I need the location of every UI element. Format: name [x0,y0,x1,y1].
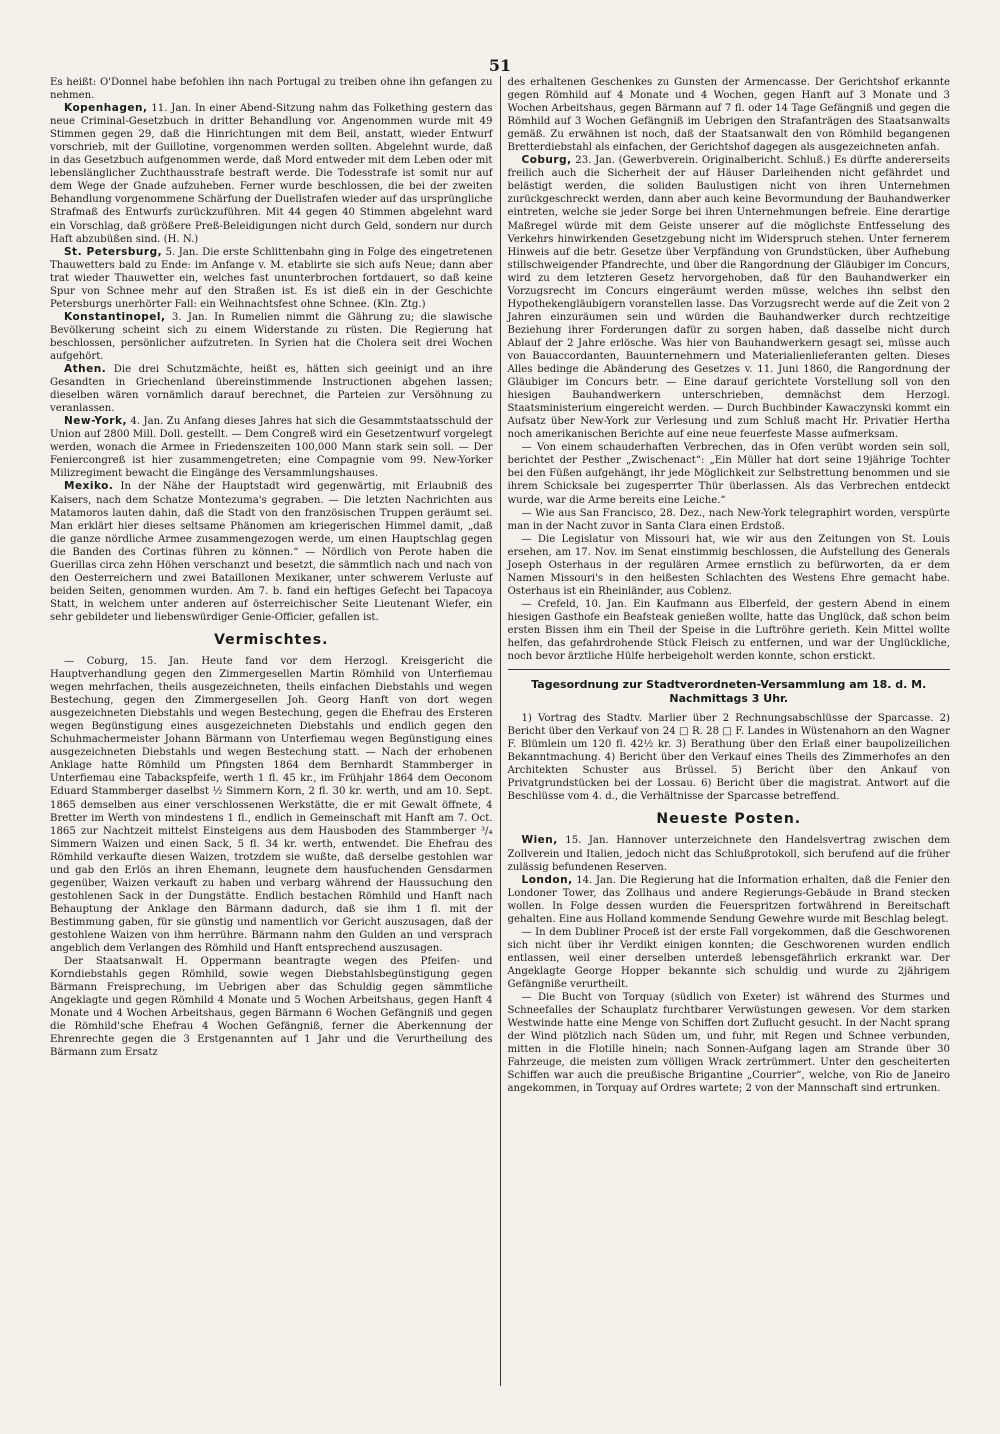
left-column [50,76,501,1386]
divider [508,669,951,670]
agenda-list: 1) Vortrag des Stadtv. Marlier über 2 Rechnungsabschlüsse der Sparcasse. 2) Bericht über den Verkauf von 24 □ R. 28 □ F. Landes in Wüstenahorn an den Wagner F. Blümlein um 120 fl. 42½ kr. 3) Berathung über den Erlaß einer baupolizeilichen Bekanntmachung. 4) Bericht über den Verkauf eines Theils des Zimmerhofes an den Architekten Schuster aus Brüssel. 5) Bericht über den Ankauf von Privatgrundstücken bei der Lossau. 6) Bericht über die magistrat. Antwort auf die Beschlüsse vom 4. d., die Verhältnisse der Sparcasse betreffend. [507,713,950,803]
article-konstantinopel: Konstantinopel, 3. Jan. In Rumelien nimmt die Gährung zu; die slawische Bevölkerung scheint sich zu einem Widerstande zu rüsten. Die Regierung hat beschlossen, persönlicher aufzutreten. In Syrien hat die Cholera seit drei Wochen aufgehört. [50,310,493,362]
article-petersburg: St. Petersburg, 5. Jan. Die erste Schlittenbahn ging in Folge des eingetretenen Thauwetters bald zu Ende: im Anfange v. M. etablirte sie sich aufs Neue; dann aber trat wieder Thauwetter ein, welches fast ununterbrochen fortdauert, so daß keine Spur von Schnee mehr auf den Straßen ist. Es ist dieß ein in der Geschichte Petersburgs unerhörter Fall: ein Weihnachtsfest ohne Schnee. (Kln. Ztg.) [50,245,493,310]
right-column [501,76,951,1386]
agenda-title: Tagesordnung zur Stadtverordneten-Versammlung am 18. d. M. Nachmittags 3 Uhr. [531,678,927,706]
article-san-francisco: — Wie aus San Francisco, 28. Dez., nach New-York telegraphirt worden, verspürte man in der Nacht zuvor in Santa Clara einen Erdstoß. [507,507,950,532]
dateline: St. Petersburg, [64,245,163,258]
dateline: London, [521,873,573,886]
article-torquay: — Die Bucht von Torquay (südlich von Exeter) ist während des Sturmes und Schneefalles der Schauplatz furchtbarer Verwüstungen gewesen. Vor dem starken Westwinde hatte eine Menge von Schiffen dort Zuflucht gesucht. In der Nacht sprang der Wind plötzlich nach Süden um, und fuhr, mit Regen und Schnee verbunden, mitten in die Flotille hinein; nach Sonnen-Aufgang lagen am Strande über 30 Fahrzeuge, die meisten zum völligen Wrack zertrümmert. Unter den gescheiterten Schiffen war auch die preußische Brigantine „Courrier“, welche, von Rio de Janeiro angekommen, in Torquay auf Ordres wartete; 2 von der Mannschaft sind ertrunken. [507,992,950,1095]
dateline: Kopenhagen, [64,102,148,115]
article-paragraph: Es heißt: O'Donnel habe befohlen ihn nach Portugal zu treiben ohne ihn gefangen zu nehmen. [50,77,493,102]
article-coburg-gewerbverein: Coburg, 23. Jan. (Gewerbverein. Originalbericht. Schluß.) Es dürfte andererseits freilich auch die Sicherheit der auf Häuser Darleihenden nicht gefährdet und belästigt werden, die soliden Baulustigen nicht von ihren Unternehmen zurückgeschreckt werden, dann aber auch keine Bevormundung der Bauhandwerker eintreten, welche sie jeder Sorge bei ihren Unternehmungen befreie. Eine derartige Maßregel würde mit dem Geiste unserer auf die möglichste Entfesselung des Verkehrs hinwirkenden Gesetzgebung nicht im Widerspruch stehen. Unter fernerem Hinweis auf die betr. Gesetze über Verpfändung von Grundstücken, über Aufhebung stillschweigender Pfandrechte, und über die Rangordnung der Gläubiger im Concurs, wird zu dem letzteren Gesetz hervorgehoben, daß für den Bauhandwerker ein Vorzugsrecht im Concurs eingeräumt werden müsse, welches ihn selbst den Hypothekengläubigern voranstellen lasse. Das Vorzugsrecht werde auf die Zeit von 2 Jahren einzuräumen sein und würden die Bauhandwerker durch rechtzeitige Beziehung ihrer Forderungen dafür zu sorgen haben, daß dasselbe nicht durch Ablauf der 2 Jahre erlösche. Was hier von Bauhandwerkern gesagt sei, müsse auch von Bauaccordanten, Bauunternehmern und Materialienlieferanten gelten. Dieses Alles bedinge die Abänderung des Gesetzes v. 11. Juni 1860, die Rangordnung der Gläubiger im Concurs betr. — Eine darauf gerichtete Vorstellung soll von den hiesigen Bauhandwerkern unterschrieben, demnächst dem Herzogl. Staatsministerium eingereicht werden. — Durch Buchbinder Kawaczynski kommt ein Aufsatz über New-York zur Verlesung und zum Schluß macht Hr. Privatier Hertha noch amerikanischen Berichte auf eine neue feuerfeste Masse aufmerksam. [507,154,950,441]
dateline: Mexiko. [64,480,114,493]
article-crefeld: — Crefeld, 10. Jan. Ein Kaufmann aus Elberfeld, der gestern Abend in einem hiesigen Gasthofe ein Beafsteak genießen wollte, hatte das Unglück, daß schon beim ersten Bissen ihm ein Theil der Speise in die Luftröhre gerieth. Kein Mittel wollte helfen, das gefahrdrohende Stück Fleisch zu entfernen, und war der Unglückliche, noch bevor ärztliche Hülfe herbeigeholt werden konnte, schon erstickt. [507,598,950,663]
dateline: Konstantinopel, [64,310,166,323]
article-columns [50,76,950,1386]
dateline: Athen. [64,363,107,376]
article-coburg-trial: — Coburg, 15. Jan. Heute fand vor dem Herzogl. Kreisgericht die Hauptverhandlung gegen den Zimmergesellen Martin Römhild von Unterfiemau wegen mehrfachen, theils ausgezeichneten, theils einfachen Diebstahls und wegen Bestechung, gegen den Zimmergesellen Joh. Georg Hanft von dort wegen ausgezeichneten Diebstahls und wegen Bestechung, gegen die Ehefrau des Ersteren wegen Begünstigung eines ausgezeichneten Diebstahls und endlich gegen den Schuhmachermeister Johann Bärmann von Unterfiemau wegen Begünstigung eines ausgezeichneten Diebstahls und wegen Bestechung statt. — Nach der erhobenen Anklage hatte Römhild um Pfingsten 1864 dem Bernhardt Stammberger in Unterfiemau eine Tabackspfeife, werth 1 fl. 45 kr., im Frühjahr 1864 dem Oeconom Eduard Stammberger daselbst ½ Simmern Korn, 2 fl. 30 kr. werth, und am 10. Sept. 1865 demselben aus einer verschlossenen Werkstätte, die er mit Gewalt öffnete, 4 Bretter im Werth von mindestens 1 fl., endlich in Gemeinschaft mit Hanft am 7. Oct. 1865 zur Nachtzeit mittelst Einsteigens aus dem Hausboden des Stammberger ³/₄ Simmern Waizen und einen Sack, 5 fl. 34 kr. werth, entwendet. Die Ehefrau des Römhild verkaufte diesen Waizen, trotzdem sie wußte, daß derselbe gestohlen war und gab den Erlös an ihren Ehemann, leugnete dem hausfuchenden Gensdarmen gegenüber, Waizen verkauft zu haben und verbarg während der Haussuchung den gestohlenen Sack in der Dungstätte. Endlich bestachen Römhild und Hanft nach Behauptung der Anklage den Bärmann dadurch, daß sie ihm 1 fl. mit der Bestimmung gaben, für sie günstig und namentlich vor Gericht auszusagen, daß der gestohlene Waizen von ihm herrühre. Bärmann nahm den Gulden an und versprach angeblich dem Verlangen des Römhild und Hanft entsprechend auszusagen. [50,656,493,955]
dateline: New-York, [64,415,127,428]
article-dublin: — In dem Dubliner Proceß ist der erste Fall vorgekommen, daß die Geschworenen sich nicht über ihr Verdikt einigen konnten; die Geschworenen wurden endlich entlassen, weil einer derselben unterdeß lebensgefährlich erkrankt war. Der Angeklagte George Hopper bekannte sich schuldig und wurde zu 2jährigem Gefängniße verurtheilt. [507,926,950,990]
article-london: London, 14. Jan. Die Regierung hat die Information erhalten, daß die Fenier den Londoner Tower, das Zollhaus und andere Regierungs-Gebäude in Brand stecken wollen. In Folge dessen wurden die Feuerspritzen fortwährend in Bereitschaft gehalten. Eine aus Holland kommende Sendung Gewehre wurde mit Beschlag belegt. [507,873,950,925]
article-athen: Athen. Die drei Schutzmächte, heißt es, hätten sich geeinigt und an ihre Gesandten in Griechenland übereinstimmende Instructionen abgehen lassen; dieselben wären vornämlich darauf berechnet, die Parteien zur Versöhnung zu veranlassen. [50,363,493,415]
article-newyork: New-York, 4. Jan. Zu Anfang dieses Jahres hat sich die Gesammtstaatsschuld der Union auf 2800 Mill. Doll. gestellt. — Dem Congreß wird ein Gesetzentwurf vorgelegt werden, wonach die Armee in Friedenszeiten 100,000 Mann stark sein soll. — Der Feniercongreß ist hier zusammengetreten; eine Compagnie vom 99. New-Yorker Milizregiment bewacht die Eingänge des Versammlungshauses. [50,415,493,480]
article-kopenhagen: Kopenhagen, 11. Jan. In einer Abend-Sitzung nahm das Folkething gestern das neue Criminal-Gesetzbuch in dritter Behandlung vor. Angenommen wurde mit 49 Stimmen gegen 29, daß die Hinrichtungen mit dem Beil, anstatt, wieder Entwurf vorschrieb, mit der Guillotine, vorgenommen werden sollten. Abgelehnt wurde, daß in das Gesetzbuch aufgenommen werde, daß Mord entweder mit dem Leben oder mit lebenslänglicher Zuchthausstrafe bestraft werde. Die Todesstrafe ist somit nur auf dem Wege der Gnade aufzuheben. Ferner wurde beschlossen, die bei der zweiten Behandlung vorgenommene Schärfung der Duellstrafen wieder auf das ursprüngliche Strafmaß des Entwurfs zurückzuführen. Mit 44 gegen 40 Stimmen abgelehnt ward ein Vorschlag, daß größere Preß-Beleidigungen nicht durch Geld, sondern nur durch Haft abzubüßen sind. (H. N.) [50,102,493,245]
page-number: 51 [488,56,512,75]
section-title-neueste-posten: Neueste Posten. [656,811,802,828]
article-mexiko: Mexiko. In der Nähe der Hauptstadt wird gegenwärtig, mit Erlaubniß des Kaisers, nach dem Schatze Montezuma's gegraben. — Die letzten Nachrichten aus Matamoros lauten dahin, daß die Stadt von den französischen Truppen geräumt sei. Man erklärt hier dieses seltsame Phänomen am kriegerischen Himmel damit, „daß die ganze nördliche Armee zusammengezogen werde, um einen Hauptschlag gegen die Banden des Cortinas führen zu können.“ — Nördlich von Perote haben die Guerillas circa zehn Höhen verschanzt und besetzt, die sämmtlich nach und nach von den Oesterreichern und zwei Bataillonen Mexikaner, unter schwerem Verluste auf beiden Seiten, genommen wurden. Am 7. b. fand ein heftiges Gefecht bei Tapacoya Statt, in welchem unter anderen auf österreichischer Seite Lieutenant Wiefer, ein sehr gebildeter und liebenswürdiger Genie-Officier, gefallen ist. [50,480,493,623]
section-title-vermischtes: Vermischtes. [214,631,329,648]
article-paragraph: des erhaltenen Geschenkes zu Gunsten der Armencasse. Der Gerichtshof erkannte gegen Römhild auf 4 Monate und 4 Wochen, gegen Hanft auf 3 Monate und 3 Wochen Arbeitshaus, gegen Bärmann auf 7 fl. oder 14 Tage Gefängniß und gegen die Römhild auf 3 Wochen Gefängniß im Uebrigen den Strafanträgen des Staatsanwalts gemäß. Zu erwähnen ist noch, daß der Staatsanwalt den von Römhild begangenen Bretterdiebstahl als einfachen, der Gerichtshof dagegen als ausgezeichneten anfah. [507,77,950,154]
dateline: Coburg, [521,154,572,167]
dateline: Wien, [521,834,558,847]
article-coburg-verdict: Der Staatsanwalt H. Oppermann beantragte wegen des Pfeifen- und Korndiebstahls gegen Römhild, sowie wegen Diebstahlsbegünstigung gegen Bärmann Freisprechung, im Uebrigen aber das Schuldig gegen sämmtliche Angeklagte und gegen Römhild 4 Monate und 5 Wochen Arbeitshaus, gegen Hanft 4 Monate und 4 Wochen Arbeitshaus, gegen Bärmann 6 Wochen Gefängniß und gegen die Römhild'sche Ehefrau 4 Wochen Gefängniß, ferner die Aberkennung der Ehrenrechte gegen die 3 Erstgenannten auf 1 Jahr und die Verurtheilung des Bärmann zum Ersatz [50,956,493,1059]
article-missouri: — Die Legislatur von Missouri hat, wie wir aus den Zeitungen von St. Louis ersehen, am 17. Nov. im Senat einstimmig beschlossen, die Aufstellung des Generals Joseph Osterhaus in der regulären Armee ernstlich zu befürworten, da er dem Namen Missouri's in den heißesten Schlachten des Westens Ehre gemacht habe. Osterhaus ist ein Rheinländer, aus Coblenz. [507,533,950,597]
article-ofen: — Von einem schauderhaften Verbrechen, das in Ofen verübt worden sein soll, berichtet der Pesther „Zwischenact“: „Ein Müller hat dort seine 19jährige Tochter bei den Füßen aufgehängt, ihr jede Möglichkeit zur Selbstrettung benommen und sie ihrem Schicksale bei zugesperrter Thür überlassen. Als das Verbrechen entdeckt wurde, war die Arme bereits eine Leiche.“ [507,442,950,506]
article-wien: Wien, 15. Jan. Hannover unterzeichnete den Handelsvertrag zwischen dem Zollverein und Italien, jedoch nicht das Schlußprotokoll, sich berufend auf die früher zulässig befundenen Reserven. [507,834,950,873]
